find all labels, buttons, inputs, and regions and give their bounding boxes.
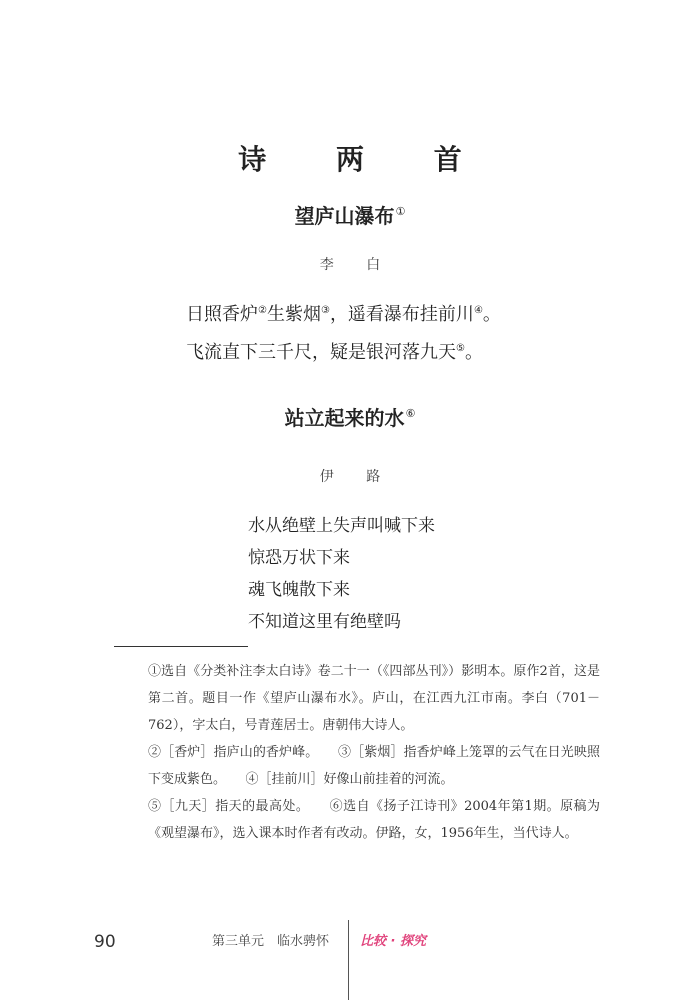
note-marker-5: ⑤ <box>456 343 465 354</box>
poem1-line-1-part-b: 生紫烟 <box>266 304 321 325</box>
poem2-title <box>0 402 700 431</box>
poem2-title-note: ⑥ <box>405 407 416 421</box>
poem1-title-text: 望庐山瀑布 <box>294 204 395 228</box>
poem1-line-1 <box>186 294 501 332</box>
footnote-paragraph: ⑤［九天］指天的最高处。 ⑥选自《扬子江诗刊》2004年第1期。原稿为《观望瀑布》，选入课本时作者有改动。伊路，女，1956年生，当代诗人。 <box>148 799 600 841</box>
poem1-author: 李 白 <box>319 257 395 273</box>
poem1-title <box>0 200 700 229</box>
page-number: 90 <box>94 932 116 952</box>
footnotes <box>148 658 600 847</box>
poem1-line-1-part-a: 日照香炉 <box>186 304 258 325</box>
poem2-line: 不知道这里有绝壁吗 <box>248 612 401 632</box>
poem2-body <box>248 510 435 638</box>
poem1-line-2 <box>186 332 501 370</box>
note-marker-2: ② <box>258 305 267 316</box>
poem1-line-2-part-b: 。 <box>464 342 483 363</box>
section-tag: 比较 · 探究 <box>360 934 426 949</box>
poem2-title-text: 站立起来的水 <box>284 406 405 430</box>
footnote-paragraph: ①选自《分类补注李太白诗》卷二十一（《四部丛刊》）影明本。原作2首，这是第二首。题目一作《望庐山瀑布水》。庐山，在江西九江市南。李白（701－762），字太白，号青莲居士。唐朝伟大诗人。 <box>148 664 600 733</box>
poem2-line: 水从绝壁上失声叫喊下来 <box>248 516 435 536</box>
poem2-line: 惊恐万状下来 <box>248 548 350 568</box>
poem1-line-1-part-d: 。 <box>482 304 501 325</box>
unit-label: 第三单元 临水骋怀 <box>212 934 330 949</box>
poem1-line-1-part-c: ，遥看瀑布挂前川 <box>329 304 474 325</box>
footnote-divider <box>114 646 248 647</box>
note-marker-4: ④ <box>473 305 483 316</box>
page-title: 诗 两 首 <box>238 143 492 176</box>
footnote-paragraph: ②［香炉］指庐山的香炉峰。 ③［紫烟］指香炉峰上笼罩的云气在日光映照下变成紫色。 ④［挂前川］好像山前挂着的河流。 <box>148 745 600 787</box>
footer-divider <box>348 920 349 1000</box>
poem1-title-note: ① <box>395 205 406 219</box>
poem1-line-2-part-a: 飞流直下三千尺，疑是银河落九天 <box>186 342 456 363</box>
poem1-body <box>186 294 501 370</box>
note-marker-3: ③ <box>320 305 330 316</box>
poem2-line: 魂飞魄散下来 <box>248 580 350 600</box>
poem2-author: 伊 路 <box>319 469 395 485</box>
